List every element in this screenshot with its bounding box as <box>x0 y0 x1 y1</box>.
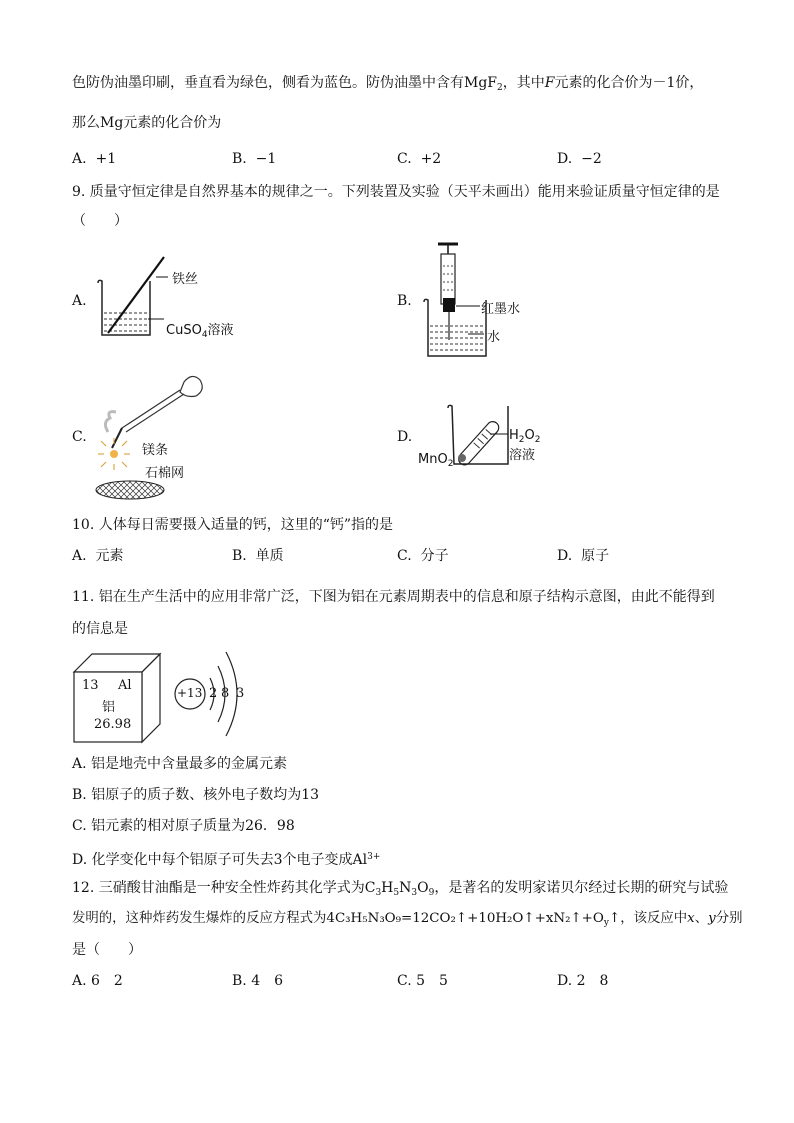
q10-option-c[interactable]: C. 分子 <box>397 548 449 564</box>
q8-option-c[interactable]: C. +2 <box>397 151 442 167</box>
q12-option-b[interactable]: B. 4 6 <box>232 973 284 989</box>
q8-line1: 色防伪油墨印刷，垂直看为绿色，侧看为蓝色。防伪油墨中含有MgF$_2$，其中F元素的化合价为－1价， <box>72 75 704 93</box>
q12-stem-line3: 是（ ） <box>72 942 142 958</box>
q11-option-b[interactable]: B. 铝原子的质子数、核外电子数均为13 <box>72 787 320 803</box>
label-asbestos-net: 石棉网 <box>145 466 185 481</box>
label-iron-wire: 铁丝 <box>172 272 199 287</box>
tile-top-face <box>74 654 160 672</box>
q9-option-a-label[interactable]: A. <box>72 293 87 309</box>
q12-stem-line2: 发明的，这种炸药发生爆炸的反应方程式为$4C_3H_5N_3O_9=12CO_2↑+10H_2O↑+xN_2↑+O_y↑$，该反应中x、y分别 <box>72 911 743 928</box>
q11-option-a[interactable]: A. 铝是地壳中含量最多的金属元素 <box>72 756 288 772</box>
tile-atomic-number: 13 <box>82 678 99 693</box>
q8-option-b[interactable]: B. −1 <box>232 151 277 167</box>
asbestos-net <box>96 481 164 499</box>
formula-mgf2: MgF$_2$ <box>464 75 503 93</box>
tile-atomic-mass: 26.98 <box>94 717 132 732</box>
label-mno2: MnO$_2$ <box>418 452 454 469</box>
red-ink-plug <box>443 298 455 312</box>
label-cuso4: CuSO$_4$溶液 <box>166 323 234 340</box>
q12-stem-line1: 12. 三硝酸甘油酯是一种安全性炸药其化学式为$C_3H_5N_3O_9$，是著名的发明家诺贝尔经过长期的研究与试验 <box>72 880 729 898</box>
q12-option-c[interactable]: C. 5 5 <box>397 973 448 989</box>
tile-side-face <box>142 654 160 742</box>
crucible-tongs <box>122 390 184 432</box>
q9-stem-line1: 9. 质量守恒定律是自然界基本的规律之一。下列装置及实验（天平未画出）能用来验证质量守恒定律的是 <box>72 184 720 200</box>
q9-stem-line2: （ ） <box>72 213 128 229</box>
q10-option-d[interactable]: D. 原子 <box>557 548 610 564</box>
nucleus-charge: +13 <box>177 686 203 700</box>
q9-option-c-label[interactable]: C. <box>72 429 87 445</box>
q11-stem-line1: 11. 铝在生产生活中的应用非常广泛，下图为铝在元素周期表中的信息和原子结构示意图，由此不能得到 <box>72 589 715 605</box>
beaker-outline <box>98 280 150 335</box>
q10-stem: 10. 人体每日需要摄入适量的钙，这里的“钙”指的是 <box>72 517 394 533</box>
q8-option-a[interactable]: A. +1 <box>72 151 117 167</box>
shell-2-electrons: 8 <box>221 686 230 701</box>
label-h2o2-solution: 溶液 <box>509 448 536 463</box>
q9-option-b-label[interactable]: B. <box>397 293 412 309</box>
var-f: F <box>544 75 555 91</box>
smoke <box>105 412 116 432</box>
shell-3-electrons: 3 <box>236 686 245 701</box>
tile-symbol: Al <box>118 678 132 693</box>
q10-option-b[interactable]: B. 单质 <box>232 548 284 564</box>
q8-option-d[interactable]: D. −2 <box>557 151 602 167</box>
q12-option-a[interactable]: A. 6 2 <box>72 973 123 989</box>
q11-stem-line2: 的信息是 <box>72 621 128 637</box>
label-h2o2: $H_2O_2$ <box>509 428 541 445</box>
q11-option-c[interactable]: C. 铝元素的相对原子质量为26．98 <box>72 818 295 834</box>
shell-1-electrons: 2 <box>209 686 218 701</box>
iron-wire <box>108 257 164 333</box>
q12-option-d[interactable]: D. 2 8 <box>557 973 609 989</box>
tile-element-name: 铝 <box>102 700 116 715</box>
label-red-ink: 红墨水 <box>481 302 521 317</box>
label-water: 水 <box>487 330 501 345</box>
flame-core <box>110 450 118 458</box>
q11-option-d[interactable]: D. 化学变化中每个铝原子可失去3个电子变成$Al^{3+}$ <box>72 852 381 868</box>
q8-line2: 那么Mg元素的化合价为 <box>72 115 222 131</box>
q9-option-d-label[interactable]: D. <box>397 429 413 445</box>
dropper-barrel <box>441 254 455 304</box>
label-magnesium: 镁条 <box>142 443 169 458</box>
q8-text-a: 色防伪油墨印刷，垂直看为绿色，侧看为蓝色。防伪油墨中含有 <box>72 75 464 91</box>
magnesium-burning-figure <box>88 362 208 502</box>
q10-option-a[interactable]: A. 元素 <box>72 548 124 564</box>
hand-icon <box>180 376 202 396</box>
mno2-particles <box>458 454 466 462</box>
beaker-iron-wire-figure <box>90 255 170 345</box>
